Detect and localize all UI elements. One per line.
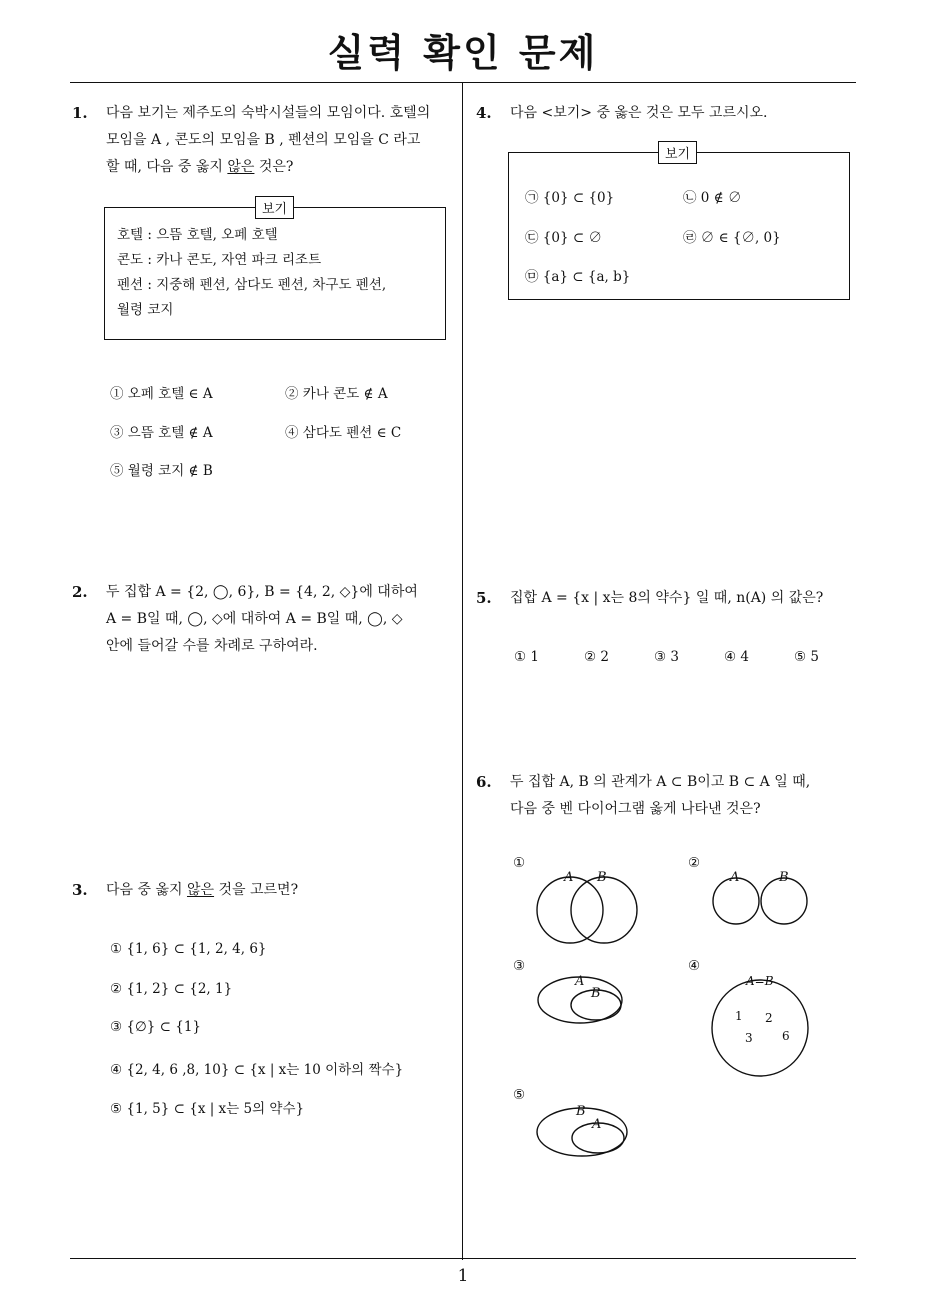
q4-item-1: ㉠ {0} ⊂ {0} [525,190,615,206]
q1-option-3[interactable]: ③ 으뜸 호텔 ∉ A [110,425,213,441]
venn1-circle-a [537,877,603,943]
q3-text-b: 것을 고르면? [214,882,299,898]
q2-text [106,579,458,660]
q1-option-1[interactable]: ① 오페 호텔 ∈ A [110,386,213,402]
q4-text: 다음 <보기> 중 옳은 것은 모두 고르시오. [510,105,768,121]
q6-option-4[interactable]: ④ [688,958,701,974]
q1-line-1: 다음 보기는 제주도의 숙박시설들의 모임이다. 호텔의 [106,105,431,121]
q1-text [106,100,458,181]
q5-number: 5. [476,589,492,607]
q1-example-line: 월령 코지 [117,302,174,318]
q6-line-1: 두 집합 A, B 의 관계가 A ⊂ B이고 B ⊂ A 일 때, [510,774,811,790]
q5-option-1[interactable]: ① 1 [514,649,539,665]
q2-number: 2. [72,583,88,601]
q1-example-line: 콘도 : 카나 콘도, 자연 파크 리조트 [117,252,322,268]
venn2-label-b: B [779,870,789,885]
venn5-label-b: B [576,1104,586,1119]
top-rule [70,82,856,83]
q1-underlined-word: 않은 [227,159,255,175]
q1-option-2[interactable]: ② 카나 콘도 ∉ A [285,386,388,402]
q1-number: 1. [72,104,88,122]
q1-box-label: 보기 [255,196,294,219]
venn2-label-a: A [730,870,740,885]
venn3-label-b: B [591,986,601,1001]
q3-option-4[interactable]: ④ {2, 4, 6 ,8, 10} ⊂ {x | x는 10 이하의 짝수} [110,1062,404,1078]
q1-option-4[interactable]: ④ 삼다도 펜션 ∈ C [285,425,402,441]
q5-option-4[interactable]: ④ 4 [724,649,749,665]
column-divider [462,82,463,1260]
q4-item-2: ㉡ 0 ∉ ∅ [683,190,742,206]
q4-item-5: ㉤ {a} ⊂ {a, b} [525,269,631,285]
venn4-element: 2 [765,1011,773,1025]
page-number: 1 [457,1266,469,1286]
q2-line-2: A = B일 때, ◯, ◇에 대하여 A = B일 때, ◯, ◇ [106,611,403,627]
q6-number: 6. [476,773,492,791]
venn3-label-a: A [575,974,585,989]
q3-number: 3. [72,881,88,899]
venn1-circle-b [571,877,637,943]
q3-option-3[interactable]: ③ {∅} ⊂ {1} [110,1019,201,1035]
q6-option-1[interactable]: ① [513,855,526,871]
q6-line-2: 다음 중 벤 다이어그램 옳게 나타낸 것은? [510,801,761,817]
q4-item-3: ㉢ {0} ⊂ ∅ [525,230,602,246]
q5-option-2[interactable]: ② 2 [584,649,609,665]
q5-text: 집합 A = {x | x는 8의 약수} 일 때, n(A) 의 값은? [510,590,824,606]
q3-option-5[interactable]: ⑤ {1, 5} ⊂ {x | x는 5의 약수} [110,1101,305,1117]
q5-option-5[interactable]: ⑤ 5 [794,649,819,665]
q2-line-1: 두 집합 A = {2, ◯, 6}, B = {4, 2, ◇}에 대하여 [106,584,418,600]
q1-line-3a: 할 때, 다음 중 옳지 [106,159,228,175]
q2-line-3: 안에 들어갈 수를 차례로 구하여라. [106,638,318,654]
q6-option-2[interactable]: ② [688,855,701,871]
venn5-label-a: A [592,1117,602,1132]
q6-option-5[interactable]: ⑤ [513,1087,526,1103]
venn4-element: 1 [735,1009,743,1023]
venn4-label-ab: A=B [746,974,774,988]
venn4-element: 3 [745,1031,753,1045]
q1-example-box [104,207,446,340]
q5-option-3[interactable]: ③ 3 [654,649,679,665]
q1-example-line: 펜션 : 지중해 펜션, 삼다도 펜션, 차구도 펜션, [117,277,387,293]
q3-option-1[interactable]: ① {1, 6} ⊂ {1, 2, 4, 6} [110,941,267,957]
q3-text [106,877,298,904]
q3-option-2[interactable]: ② {1, 2} ⊂ {2, 1} [110,981,233,997]
q1-line-3b: 것은? [254,159,294,175]
venn1-label-b: B [597,870,607,885]
venn4-circle-ab [712,980,808,1076]
q1-option-5[interactable]: ⑤ 월령 코지 ∉ B [110,463,213,479]
bottom-rule [70,1258,856,1259]
q3-underlined-word: 않은 [186,882,215,898]
venn-diagrams [500,850,840,1170]
q6-text [510,769,858,823]
q6-option-3[interactable]: ③ [513,958,526,974]
q1-line-3 [106,154,458,181]
q1-line-2: 모임을 A , 콘도의 모임을 B , 펜션의 모임을 C 라고 [106,132,421,148]
q4-item-4: ㉣ ∅ ∈ {∅, 0} [683,230,781,246]
q4-box-label: 보기 [658,141,697,164]
venn4-element: 6 [782,1029,790,1043]
q3-text-a: 다음 중 옳지 [106,882,187,898]
venn1-label-a: A [564,870,574,885]
q4-number: 4. [476,104,492,122]
page-title: 실력 확인 문제 [327,31,599,75]
q1-example-line: 호텔 : 으뜸 호텔, 오페 호텔 [117,227,278,243]
